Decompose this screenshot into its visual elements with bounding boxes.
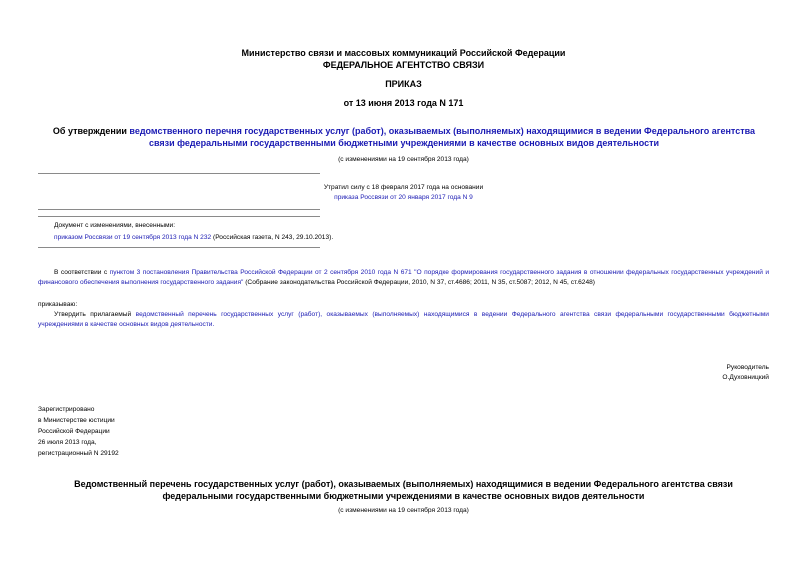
document-title: [44, 125, 764, 149]
registration-line: регистрационный N 29192: [38, 450, 119, 457]
separator-line: [38, 173, 320, 174]
registration-line: 26 июля 2013 года,: [38, 439, 97, 446]
registration-line: в Министерстве юстиции: [38, 417, 115, 424]
title-link[interactable]: ведомственного перечня государственных услуг (работ), оказываемых (выполняемых) находящимися в ведении Федерального агентства связи федеральными государственными бюджетными учреждениями в качестве основных видов деятельности: [129, 126, 756, 148]
changes-label: Документ с изменениями, внесенными:: [54, 222, 176, 229]
registration-block: [38, 404, 119, 459]
preamble-text: В соответствии с: [54, 269, 110, 276]
approve-link[interactable]: ведомственный перечень государственных услуг (работ), оказываемых (выполняемых) находящимися в ведении Федерального агентства связи федеральными государственными бюджетными учреждениями в качестве основных видов деятельности.: [38, 311, 769, 328]
preamble-paragraph: [38, 268, 769, 288]
title-prefix: Об утверждении: [52, 126, 130, 136]
separator-line: [38, 247, 320, 248]
orders-word: приказываю:: [38, 301, 78, 308]
appendix-title: Ведомственный перечень государственных услуг (работ), оказываемых (выполняемых) находящимися в ведении Федерального агентства связи федеральными государственными бюджетными учреждениями в качестве основных видов деятельности: [74, 479, 733, 501]
lost-force-text: Утратил силу с 18 февраля 2017 года на основании: [323, 184, 484, 191]
registration-line: Российской Федерации: [38, 428, 110, 435]
signature-block: [722, 363, 769, 383]
document-header: [0, 47, 807, 71]
separator-line: [38, 209, 320, 210]
title-amend-note: (с изменениями на 19 сентября 2013 года): [338, 156, 469, 163]
signatory-role: Руководитель: [726, 364, 769, 371]
approve-paragraph: [38, 310, 769, 330]
doc-type: ПРИКАЗ: [385, 79, 422, 89]
ministry-name: Министерство связи и массовых коммуникаций Российской Федерации: [241, 48, 566, 58]
agency-name: ФЕДЕРАЛЬНОЕ АГЕНТСТВО СВЯЗИ: [322, 60, 485, 70]
changes-block: [54, 221, 754, 243]
signatory-name: О.Духовницкий: [722, 374, 769, 381]
changes-source: (Российская газета, N 243, 29.10.2013).: [211, 234, 334, 241]
registration-line: Зарегистрировано: [38, 406, 95, 413]
doc-date-number: от 13 июня 2013 года N 171: [343, 98, 464, 108]
lost-force-notice: [0, 183, 807, 203]
changes-link[interactable]: приказом Россвязи от 19 сентября 2013 года N 232: [54, 234, 212, 241]
separator-line: [38, 216, 320, 217]
preamble-link[interactable]: пунктом 3 постановления Правительства Российской Федерации от 2 сентября 2010 года N 671 "О порядке формирования государственного задания в отношении федеральных государственных учреждений и финансового обеспечения выполнения государственного задания": [38, 269, 770, 286]
appendix-amend-note: (с изменениями на 19 сентября 2013 года): [338, 507, 469, 514]
approve-text: Утвердить прилагаемый: [54, 311, 136, 318]
lost-force-link[interactable]: приказа Россвязи от 20 января 2017 года N 9: [334, 194, 473, 201]
preamble-source: (Собрание законодательства Российской Федерации, 2010, N 37, ст.4686; 2011, N 35, ст.5087; 2012, N 45, ст.6248): [243, 279, 595, 286]
